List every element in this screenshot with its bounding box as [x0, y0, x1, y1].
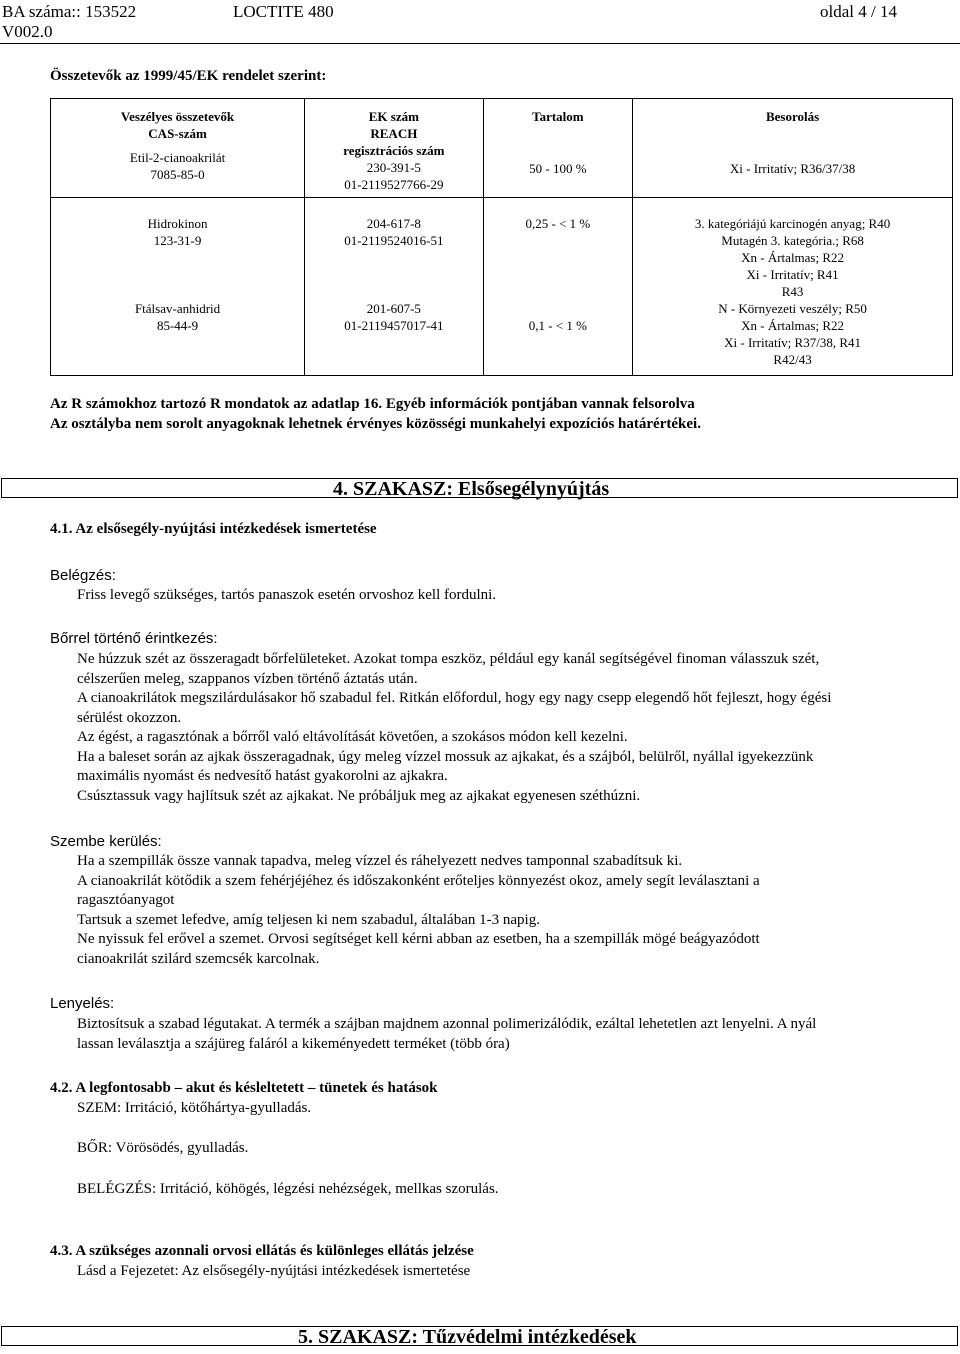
ba-number: BA száma:: 153522	[2, 2, 137, 21]
product-name: LOCTITE 480	[233, 2, 334, 21]
row3-class-3: R42/43	[773, 352, 812, 367]
table-row	[51, 198, 953, 376]
row1-name: Etil-2-cianoakrilát	[129, 150, 226, 165]
header-reg: regisztrációs szám	[343, 143, 445, 158]
breathing-line: Friss levegő szükséges, tartós panaszok esetén orvoshoz kell fordulni.	[77, 587, 497, 603]
row1-ec: 230-391-5	[366, 160, 421, 175]
skin-label: Bőrrel történő érintkezés:	[50, 630, 218, 647]
note-r-phrases: Az R számokhoz tartozó R mondatok az adatlap 16. Egyéb információk pontjában vannak felsorolva	[50, 396, 695, 412]
row2-cas: 123-31-9	[153, 233, 202, 248]
swallow-line: lassan leválasztja a szájüreg faláról a kikeményedett terméket (több óra)	[77, 1035, 510, 1052]
subsection-4-2: 4.2. A legfontosabb – akut és késleltetett – tünetek és hatások	[50, 1080, 438, 1096]
row3-ec: 201-607-5	[366, 301, 421, 316]
header-ec: EK szám	[368, 109, 419, 124]
skin-line: A cianoakrilátok megszilárdulásakor hő szabadul fel. Ritkán előfordul, hogy egy nagy csepp elegendő hőt fejleszt, hogy égési	[77, 690, 832, 706]
skin-line: maximális nyomást és nedvesítő hatást gyakorolni az ajkakra.	[77, 768, 448, 784]
swallow-label: Lenyelés:	[50, 995, 115, 1012]
breathing-text	[77, 586, 947, 606]
table-cell	[633, 99, 953, 198]
header-reach: REACH	[370, 126, 418, 141]
section4-title: 4. SZAKASZ: Elsősegélynyújtás	[333, 478, 610, 500]
skin-line: célszerűen meleg, szappanos vízben történő áztatás után.	[77, 670, 418, 687]
table-cell	[305, 198, 484, 376]
row2-name: Hidrokinon	[147, 216, 208, 231]
row3-reach: 01-2119457017-41	[344, 318, 444, 333]
table-cell	[51, 198, 305, 376]
row2-ec: 204-617-8	[366, 216, 421, 231]
row2-class-3: Xn - Ártalmas; R22	[741, 250, 845, 265]
row3-content: 0,1 - < 1 %	[528, 318, 587, 333]
row2-content: 0,25 - < 1 %	[525, 216, 591, 231]
row1-content: 50 - 100 %	[529, 161, 587, 176]
components-title: Összetevők az 1999/45/EK rendelet szerint:	[50, 68, 327, 84]
breathing-label: Belégzés:	[50, 567, 116, 584]
eye-line: Ne nyissuk fel erővel a szemet. Orvosi segítséget kell kérni abban az esetben, ha a szempillák mögé beágyazódott	[77, 931, 760, 947]
note-exposure: Az osztályba nem sorolt anyagoknak lehetnek érvényes közösségi munkahelyi expozíciós határértékei.	[50, 416, 701, 432]
row3-class-1: Xn - Ártalmas; R22	[741, 318, 845, 333]
row3-name: Ftálsav-anhidrid	[134, 301, 221, 316]
row3-class-2: Xi - Irritatív; R37/38, R41	[724, 335, 861, 350]
row1-reach: 01-2119527766-29	[344, 177, 444, 192]
version: V002.0	[2, 22, 53, 41]
row2-class-6: N - Környezeti veszély; R50	[718, 301, 867, 316]
skin-line: sérülést okozzon.	[77, 709, 182, 726]
eye-line: A cianoakrilát kötődik a szem fehérjéjéhez és időszakonként erőteljes könnyezést okoz, amely segít leválasztani a	[77, 872, 760, 889]
subsection-4-1: 4.1. Az elsősegély-nyújtási intézkedések ismertetése	[50, 521, 377, 537]
table-cell	[305, 99, 484, 198]
eye-line: cianoakrilát szilárd szemcsék karcolnak.	[77, 950, 320, 967]
eye-line: Ha a szempillák össze vannak tapadva, meleg vízzel és ráhelyezett nedves tamponnal szabadítsuk ki.	[77, 853, 683, 869]
row2-class-4: Xi - Irritatív; R41	[746, 267, 839, 282]
components-table	[50, 98, 953, 376]
reference-text: Lásd a Fejezetet: Az elsősegély-nyújtási intézkedések ismertetése	[77, 1263, 471, 1279]
table-cell	[483, 198, 633, 376]
row1-class: Xi - Irritatív; R36/37/38	[729, 161, 856, 176]
header-content: Tartalom	[532, 109, 584, 124]
skin-line: Ne húzzuk szét az összeragadt bőrfelületeket. Azokat tompa eszköz, például egy kanál segítségével finoman válasszuk szét,	[77, 651, 820, 667]
table-cell	[633, 198, 953, 376]
header-classification: Besorolás	[765, 109, 820, 124]
header-hazardous: Veszélyes összetevők	[120, 109, 235, 124]
skin-text	[77, 650, 947, 806]
row2-reach: 01-2119524016-51	[344, 233, 444, 248]
skin-line: Az égést, a ragasztónak a bőrről való eltávolítását követően, a szokásos módon kell kezelni.	[77, 729, 628, 745]
section5-title: 5. SZAKASZ: Tűzvédelmi intézkedések	[298, 1326, 637, 1348]
eye-line: ragasztóanyagot	[77, 892, 175, 908]
symptom-skin: BŐR: Vörösödés, gyulladás.	[77, 1140, 249, 1156]
subsection-4-3: 4.3. A szükséges azonnali orvosi ellátás és különleges ellátás jelzése	[50, 1243, 474, 1259]
swallow-line: Biztosítsuk a szabad légutakat. A termék a szájban majdnem azonnal polimerizálódik, ezáltal lehetetlen azt lenyelni. A nyál	[77, 1016, 817, 1032]
table-cell	[483, 99, 633, 198]
eye-text	[77, 852, 947, 969]
eye-line: Tartsuk a szemet lefedve, amíg teljesen ki nem szabadul, általában 1-3 napig.	[77, 911, 540, 928]
header-cas: CAS-szám	[148, 126, 207, 141]
table-row	[51, 99, 953, 198]
row2-class-5: R43	[781, 284, 804, 299]
row3-cas: 85-44-9	[156, 318, 199, 333]
skin-line: Ha a baleset során az ajkak összeragadnak, úgy meleg vízzel mossuk az ajkakat, és a szájból, belülről, nyállal igyekezzünk	[77, 748, 814, 765]
row2-class-2: Mutagén 3. kategória.; R68	[721, 233, 864, 248]
table-cell	[51, 99, 305, 198]
page-number: oldal 4 / 14	[820, 2, 897, 21]
header-divider	[0, 43, 960, 44]
row1-cas: 7085-85-0	[150, 167, 205, 182]
skin-line: Csúsztassuk vagy hajlítsuk szét az ajkakat. Ne próbáljuk meg az ajkakat egyenesen széthúzni.	[77, 787, 641, 804]
eye-label: Szembe kerülés:	[50, 833, 162, 850]
swallow-text	[77, 1015, 947, 1054]
row2-class-1: 3. kategóriájú karcinogén anyag; R40	[694, 216, 891, 231]
symptom-eye: SZEM: Irritáció, kötőhártya-gyulladás.	[77, 1100, 312, 1116]
symptom-breathing: BELÉGZÉS: Irritáció, köhögés, légzési nehézségek, mellkas szorulás.	[77, 1181, 499, 1197]
